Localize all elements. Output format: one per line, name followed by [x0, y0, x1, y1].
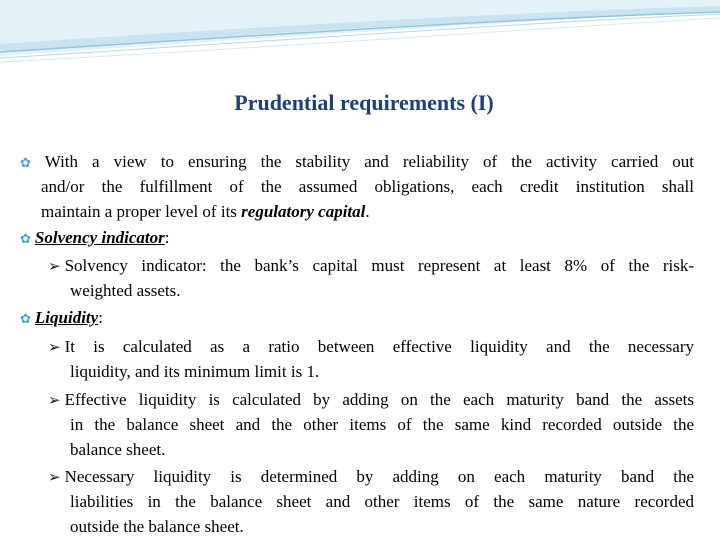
sub-bullet-necessary-liquidity: ➢ Necessary liquidity is determined by adding on each maturity band the [48, 467, 694, 486]
bullet-liquidity: ✿ Liquidity: [20, 308, 103, 327]
sub-bullet-solvency: ➢ Solvency indicator: the bank’s capital must represent at least 8% of the risk- [48, 256, 694, 275]
sub-bullet-effective-liquidity: ➢ Effective liquidity is calculated by adding on the each maturity band the assets [48, 390, 694, 409]
bullet-solvency-indicator: ✿ Solvency indicator: [20, 228, 170, 247]
curl-bullet-icon: ✿ [20, 231, 31, 246]
curl-bullet-icon: ✿ [20, 311, 31, 326]
arrowhead-bullet-icon: ➢ [48, 259, 61, 275]
sub-bullet-liquidity-ratio: ➢ It is calculated as a ratio between effective liquidity and the necessary [48, 337, 694, 356]
arrowhead-bullet-icon: ➢ [48, 393, 61, 409]
solvency-indicator-heading: Solvency indicator [34, 228, 165, 247]
liquidity-heading: Liquidity [34, 308, 99, 327]
header-wave-decoration [0, 0, 720, 75]
regulatory-capital-term: regulatory capital [241, 202, 366, 221]
bullet-regulatory-capital: ✿ With a view to ensuring the stability and reliability of the activity carried out [20, 152, 694, 171]
arrowhead-bullet-icon: ➢ [48, 340, 61, 356]
arrowhead-bullet-icon: ➢ [48, 470, 61, 486]
curl-bullet-icon: ✿ [20, 155, 41, 170]
slide-title: Prudential requirements (I) [234, 90, 494, 115]
